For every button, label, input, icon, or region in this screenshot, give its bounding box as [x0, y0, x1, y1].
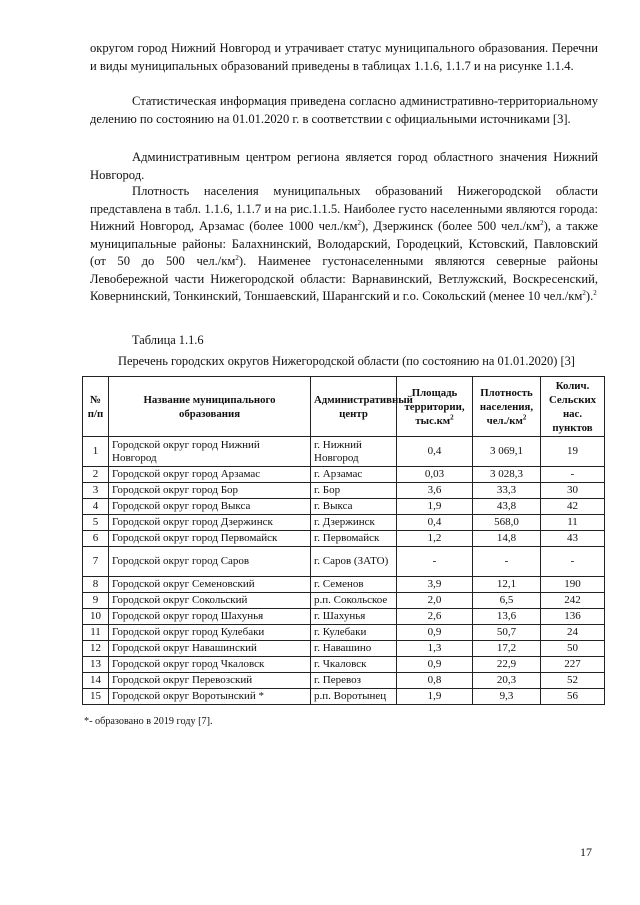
- table-row: 12 Городской округ Навашинский г. Навашино 1,3 17,2 50: [83, 641, 605, 657]
- paragraph-4: Плотность населения муниципальных образований Нижегородской области представлена в табл. 1.1.6, 1.1.7 и на рис.1.1.5. Наиболее густо населенными являются города: Нижний Новгород, Арзамас (более 1000 $чел./км^2$), Дзержинск (более 500 $чел./км^2$), а также муниципальные районы: Балахнинский, Володарский, Городецкий, Кстовский, Павловский (от 50 до 500 $чел./км^2$). Наименее густонаселенными являются северные районы Левобережной части Нижегородской области: Варнавинский, Ветлужский, Воскресенский, Ковернинский, Тонкинский, Тоншаевский, Шарангский и г.о. Сокольский (менее 10 $чел./км^2).^2$: [90, 184, 598, 303]
- page-number: 17: [580, 845, 592, 859]
- table-number: Таблица 1.1.6: [132, 333, 204, 347]
- table-row: 1 Городской округ город Нижний Новгород г. Нижний Новгород 0,4 3 069,1 19: [83, 437, 605, 467]
- table-row: 11 Городской округ город Кулебаки г. Кулебаки 0,9 50,7 24: [83, 625, 605, 641]
- paragraph-3: Административным центром региона является город областного значения Нижний Новгород.: [90, 150, 598, 182]
- header-density: Плотность населения, $чел./км^2$: [473, 377, 541, 437]
- paragraph-1: округом город Нижний Новгород и утрачивает статус муниципального образования. Перечни и виды муниципальных образований приведены в таблицах 1.1.6, 1.1.7 и на рисунке 1.1.4.: [90, 41, 598, 73]
- header-villages: Колич. Сельских нас. пунктов: [541, 377, 605, 437]
- header-num: № п/п: [83, 377, 109, 437]
- table-row: 2 Городской округ город Арзамас г. Арзамас 0,03 3 028,3 -: [83, 467, 605, 483]
- table-footnote: *- образовано в 2019 году [7].: [84, 716, 213, 727]
- header-name: Название муниципального образования: [109, 377, 311, 437]
- table-row: 7 Городской округ город Саров г. Саров (ЗАТО) - - -: [83, 547, 605, 577]
- municipal-table: [82, 376, 605, 705]
- table-row: 14 Городской округ Перевозский г. Перевоз 0,8 20,3 52: [83, 673, 605, 689]
- table-row: 10 Городской округ город Шахунья г. Шахунья 2,6 13,6 136: [83, 609, 605, 625]
- paragraph-2: Статистическая информация приведена согласно административно-территориальному делению по состоянию на 01.01.2020 г. в соответствии с официальными источниками [3].: [90, 94, 598, 126]
- header-area: Площадь территории, $тыс.км^2$: [397, 377, 473, 437]
- table-row: 4 Городской округ город Выкса г. Выкса 1,9 43,8 42: [83, 499, 605, 515]
- table-row: 5 Городской округ город Дзержинск г. Дзержинск 0,4 568,0 11: [83, 515, 605, 531]
- table-caption: Перечень городских округов Нижегородской области (по состоянию на 01.01.2020) [3]: [118, 354, 575, 368]
- table-row: 13 Городской округ город Чкаловск г. Чкаловск 0,9 22,9 227: [83, 657, 605, 673]
- table-row: 8 Городской округ Семеновский г. Семенов 3,9 12,1 190: [83, 577, 605, 593]
- header-center: Административный центр: [311, 377, 397, 437]
- table-row: 15 Городской округ Воротынский * р.п. Воротынец 1,9 9,3 56: [83, 689, 605, 705]
- table-header-row: [83, 377, 605, 437]
- table-row: 3 Городской округ город Бор г. Бор 3,6 33,3 30: [83, 483, 605, 499]
- table-row: 9 Городской округ Сокольский р.п. Сокольское 2,0 6,5 242: [83, 593, 605, 609]
- table-row: 6 Городской округ город Первомайск г. Первомайск 1,2 14,8 43: [83, 531, 605, 547]
